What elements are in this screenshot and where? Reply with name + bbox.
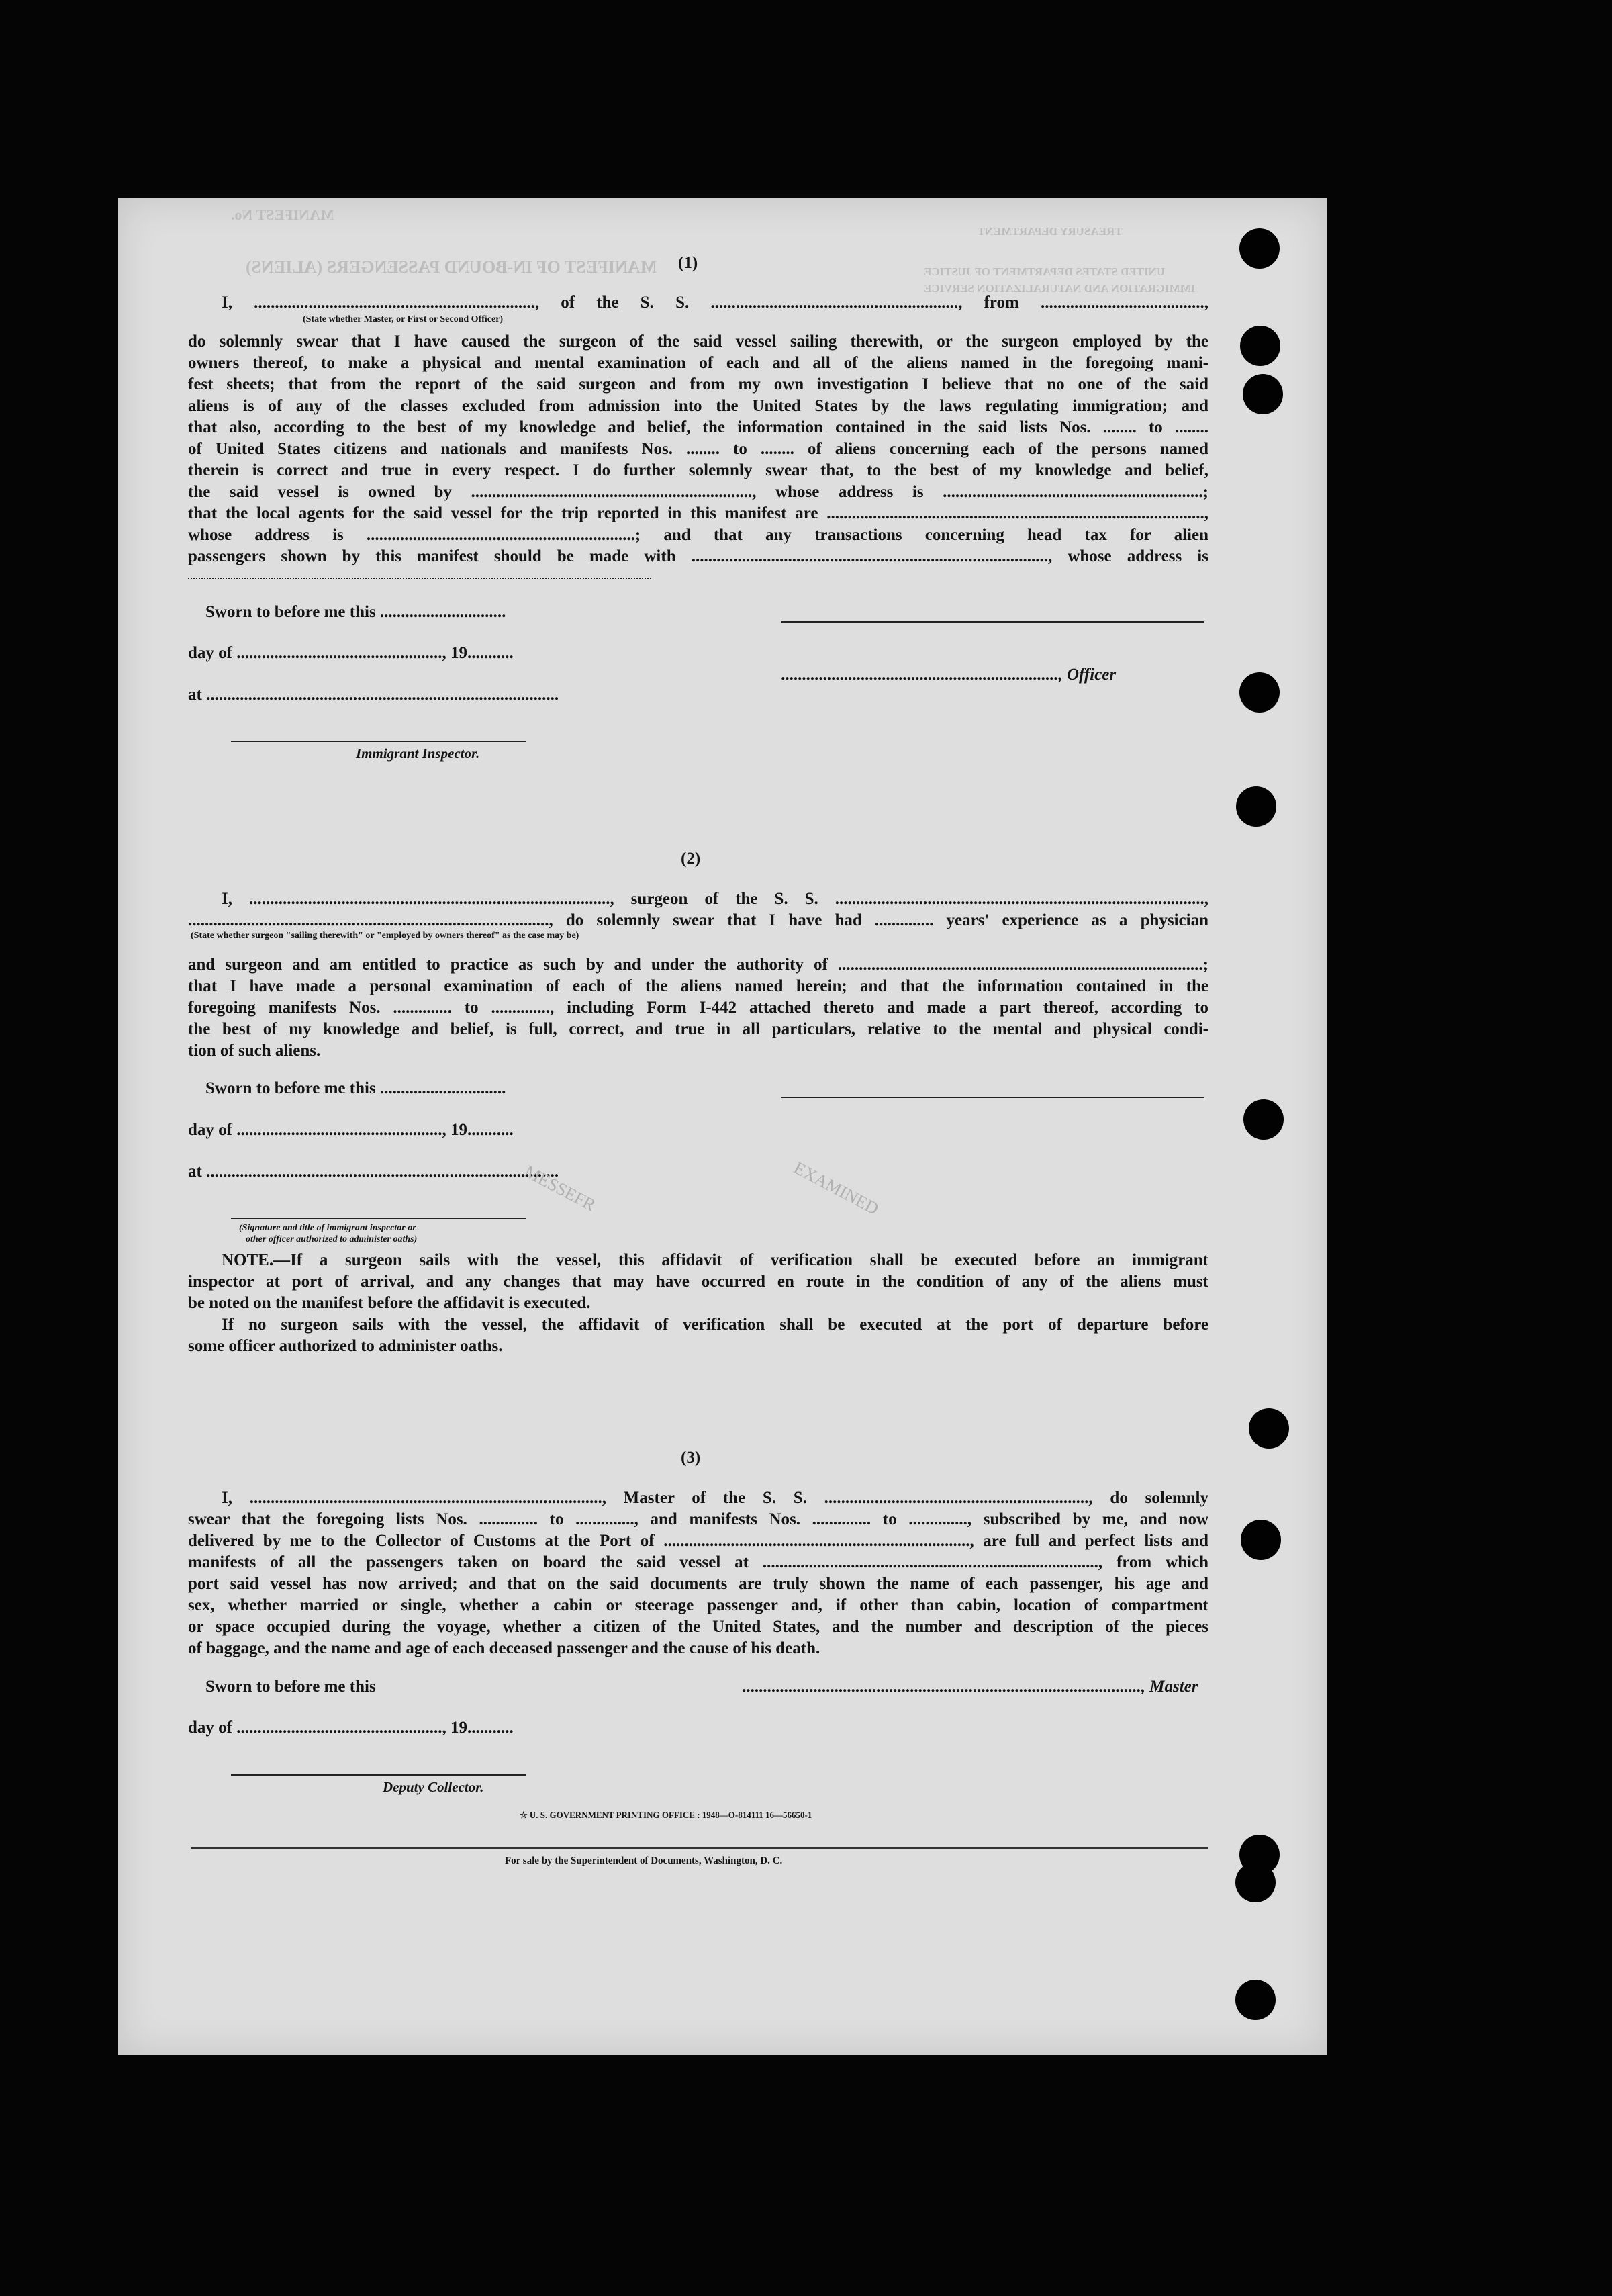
faint-left-title: MANIFEST OF IN-BOUND PASSENGERS (ALIENS) [246, 257, 657, 277]
sale-notice: For sale by the Superintendent of Documents, Washington, D. C. [505, 1855, 783, 1866]
punch-hole [1239, 228, 1280, 269]
section-2-first-line: I, ......................................................................................, surgeon of the S. S. ........................................................................................, [222, 890, 1208, 908]
section-1-officer: .................................................................., Officer [781, 665, 1117, 684]
section-3-deputy: Deputy Collector. [383, 1779, 484, 1795]
section-2-line: tion of such aliens. [188, 1042, 321, 1060]
punch-hole [1249, 1408, 1289, 1449]
section-2-second-line: ......................................................................................, do solemnly swear that I have had .............. years' experience as a physician [188, 911, 1208, 929]
faint-stamp-a: MESSEFR [521, 1161, 599, 1215]
section-2-surgeon-signature-line [781, 1097, 1204, 1098]
note-line: If no surgeon sails with the vessel, the affidavit of verification shall be executed at the port of departure before [222, 1316, 1208, 1334]
section-3-line: I, ...................................................................................., Master of the S. S. ..............................................................., do solemnly [222, 1489, 1208, 1507]
section-2-line: foregoing manifests Nos. .............. to .............., including Form I-442 attached thereto and made a part thereof, according to [188, 999, 1208, 1017]
note-line: be noted on the manifest before the affidavit is executed. [188, 1294, 591, 1312]
section-2-at: at .................................................................................... [188, 1162, 559, 1181]
punch-hole [1241, 1520, 1281, 1560]
section-1-line: that the local agents for the said vessel for the trip reported in this manifest are .........................................................................................., [188, 504, 1208, 522]
section-2-line: and surgeon and am entitled to practice as such by and under the authority of .......................................................................................; [188, 956, 1208, 974]
section-3-sworn: Sworn to before me this [205, 1678, 376, 1696]
note-line: NOTE.—If a surgeon sails with the vessel, this affidavit of verification shall be executed before an immigrant [222, 1251, 1208, 1269]
section-3-line: sex, whether married or single, whether a cabin or steerage passenger and, if other than cabin, location of compartment [188, 1596, 1208, 1614]
section-1-heading: (1) [678, 254, 698, 272]
section-3-line: or space occupied during the voyage, whether a citizen of the United States, and the number and description of the pieces [188, 1618, 1208, 1636]
gpo-imprint: ☆ U. S. GOVERNMENT PRINTING OFFICE : 1948—O-814111 16—56650-1 [520, 1810, 812, 1820]
form-page [118, 198, 1327, 2055]
section-1-sworn: Sworn to before me this .............................. [205, 603, 506, 621]
faint-right-2: UNITED STATES DEPARTMENT OF JUSTICE [924, 265, 1166, 278]
note-line: some officer authorized to administer oaths. [188, 1337, 503, 1355]
section-1-line: that also, according to the best of my knowledge and belief, the information contained in the said lists Nos. ........ to ........ [188, 418, 1208, 437]
section-1-line: therein is correct and true in every respect. I do further solemnly swear that, to the best of my knowledge and belief, [188, 461, 1208, 479]
section-1-address-rule [188, 578, 651, 579]
section-2-sworn: Sworn to before me this .............................. [205, 1079, 506, 1097]
punch-hole [1239, 672, 1280, 713]
punch-hole [1240, 326, 1280, 366]
section-1-day: day of ................................................., 19........... [188, 644, 514, 662]
section-2-subnote: (State whether surgeon "sailing therewith" or "employed by owners thereof" as the case may be) [191, 931, 579, 941]
section-1-first-line: I, ..................................................................., of the S. S. ..........................................................., from ......................................., [222, 293, 1208, 312]
punch-hole [1235, 1862, 1276, 1902]
section-2-signature-caption-1: (Signature and title of immigrant inspector or [239, 1223, 416, 1233]
section-2-inspector-signature-line [231, 1218, 526, 1219]
section-1-line: whose address is ................................................................; and that any transactions concerning head tax for alien [188, 526, 1208, 544]
punch-hole [1243, 374, 1283, 414]
note-line: inspector at port of arrival, and any changes that may have occurred en route in the condition of any of the aliens must [188, 1273, 1208, 1291]
section-2-line: that I have made a personal examination of each of the aliens named herein; and that the information contained in the [188, 977, 1208, 995]
faint-left-no: MANIFEST No. [231, 206, 334, 223]
section-1-line: passengers shown by this manifest should be made with ....................................................................................., whose address is [188, 547, 1208, 565]
section-1-line: aliens is of any of the classes excluded from admission into the United States by the laws regulating immigration; and [188, 397, 1208, 415]
section-1-inspector: Immigrant Inspector. [356, 745, 480, 762]
section-3-line: delivered by me to the Collector of Customs at the Port of ........................................................................., are full and perfect lists and [188, 1532, 1208, 1550]
section-3-day: day of ................................................., 19........... [188, 1718, 514, 1737]
faint-right-3: IMMIGRATION AND NATURALIZATION SERVICE [924, 282, 1196, 295]
section-2-line: the best of my knowledge and belief, is full, correct, and true in all particulars, relative to the mental and physical condi- [188, 1020, 1208, 1038]
section-1-line: the said vessel is owned by ..................................................................., whose address is ..............................................................; [188, 483, 1208, 501]
section-1-subnote: (State whether Master, or First or Second Officer) [303, 314, 504, 324]
section-2-heading: (2) [681, 849, 701, 868]
section-1-line: of United States citizens and nationals and manifests Nos. ........ to ........ of aliens concerning each of the persons named [188, 440, 1208, 458]
section-3-line: manifests of all the passengers taken on board the said vessel at ................................................................................, from which [188, 1553, 1208, 1571]
section-1-line: fest sheets; that from the report of the said surgeon and from my own investigation I believe that no one of the said [188, 375, 1208, 394]
section-3-line: of baggage, and the name and age of each deceased passenger and the cause of his death. [188, 1639, 820, 1657]
section-3-master: ..............................................................................................., Master [743, 1678, 1198, 1696]
section-3-line: port said vessel has now arrived; and that on the said documents are truly shown the name of each passenger, his age and [188, 1575, 1208, 1593]
section-1-line: owners thereof, to make a physical and mental examination of each and all of the aliens named in the foregoing mani- [188, 354, 1208, 372]
section-1-officer-signature-line [781, 621, 1204, 623]
section-3-collector-signature-line [231, 1774, 526, 1776]
punch-hole [1235, 1980, 1276, 2020]
section-1-inspector-signature-line [231, 741, 526, 742]
section-3-heading: (3) [681, 1449, 701, 1467]
section-2-signature-caption-2: other officer authorized to administer oaths) [246, 1234, 418, 1244]
section-3-line: swear that the foregoing lists Nos. .............. to .............., and manifests Nos. .............. to .............., subscribed by me, and now [188, 1510, 1208, 1528]
punch-hole [1236, 786, 1276, 827]
faint-stamp-b: EXAMINED [790, 1158, 882, 1219]
section-1-line: do solemnly swear that I have caused the surgeon of the said vessel sailing therewith, or the surgeon employed by the [188, 332, 1208, 351]
punch-hole [1243, 1099, 1284, 1140]
faint-right-1: TREASURY DEPARTMENT [978, 225, 1123, 238]
section-2-day: day of ................................................., 19........... [188, 1121, 514, 1139]
section-1-at: at .................................................................................... [188, 686, 559, 704]
footer-rule [191, 1847, 1208, 1849]
